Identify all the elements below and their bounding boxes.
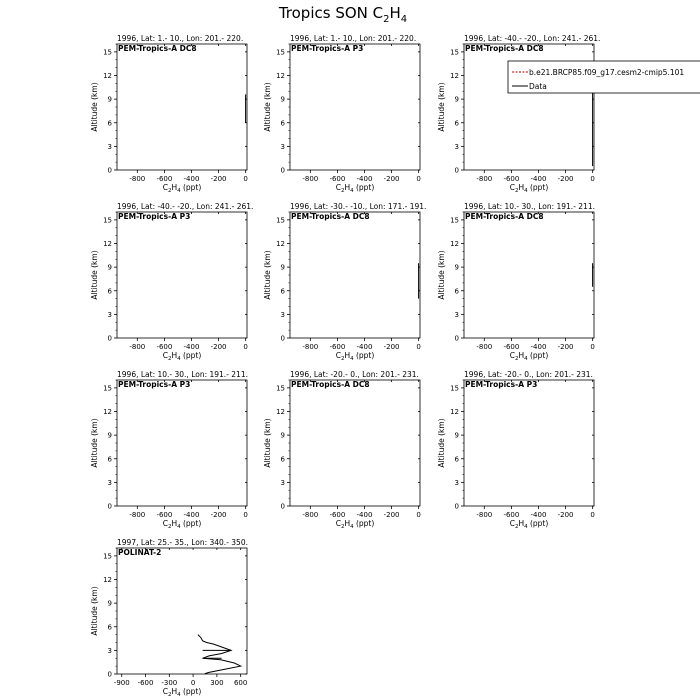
y-tick-label: 9 (107, 599, 112, 608)
y-tick-label: 9 (280, 263, 285, 272)
x-tick-label: -800 (302, 511, 319, 519)
campaign-label: PEM-Tropics-A DC8 (291, 212, 370, 221)
x-axis-label: $C_2H_4$ (ppt) (335, 183, 375, 194)
campaign-label: PEM-Tropics-A DC8 (465, 44, 544, 53)
subplot-header: 1996, Lat: -40.- -20., Lon: 241.- 261. (464, 34, 601, 43)
x-tick-label: 0 (190, 679, 196, 687)
y-tick-label: 9 (107, 263, 112, 272)
x-tick-label: -800 (129, 343, 146, 351)
x-tick-label: -400 (356, 343, 373, 351)
x-tick-label: -200 (557, 511, 574, 519)
y-tick-label: 15 (276, 48, 285, 57)
campaign-label: PEM-Tropics-A P3 (118, 212, 191, 221)
legend (508, 61, 700, 93)
subplot-5 (263, 202, 426, 362)
y-tick-label: 3 (107, 310, 112, 319)
subplot-header: 1996, Lat: 10.- 30., Lon: 191.- 211. (464, 202, 595, 211)
y-tick-label: 3 (454, 478, 459, 487)
y-tick-label: 3 (454, 310, 459, 319)
subplot-grid (90, 34, 600, 698)
y-tick-label: 6 (280, 287, 285, 296)
x-axis-label: $C_2H_4$ (ppt) (335, 351, 375, 362)
y-tick-label: 3 (280, 142, 285, 151)
x-axis-label: $C_2H_4$ (ppt) (509, 519, 549, 530)
y-axis-label: Altitude (km) (263, 250, 272, 300)
y-tick-label: 12 (450, 72, 459, 80)
x-tick-label: 0 (243, 175, 248, 183)
campaign-label: PEM-Tropics-A P3 (118, 380, 191, 389)
x-tick-label: 0 (243, 343, 248, 351)
y-tick-label: 0 (280, 334, 285, 343)
x-tick-label: 0 (243, 511, 248, 519)
y-tick-label: 6 (107, 455, 112, 464)
y-tick-label: 15 (450, 216, 459, 225)
subplot-4 (90, 202, 253, 362)
y-tick-label: 0 (107, 166, 112, 175)
y-tick-label: 6 (454, 287, 459, 296)
y-tick-label: 12 (276, 408, 285, 416)
y-tick-label: 9 (280, 431, 285, 440)
legend-label-model: b.e21.BRCP85.f09_g17.cesm2-cmip5.101 (529, 68, 685, 77)
y-tick-label: 6 (107, 119, 112, 128)
y-tick-label: 0 (107, 334, 112, 343)
y-axis-label: Altitude (km) (90, 250, 99, 300)
x-tick-label: 0 (416, 343, 421, 351)
x-tick-label: -400 (530, 175, 547, 183)
x-tick-label: 0 (590, 343, 595, 351)
x-tick-label: 300 (210, 679, 224, 687)
y-tick-label: 15 (103, 552, 112, 561)
y-tick-label: 9 (454, 95, 459, 104)
x-tick-label: -600 (329, 511, 346, 519)
x-tick-label: -600 (156, 511, 173, 519)
campaign-label: POLINAT-2 (118, 548, 162, 557)
subplot-7 (90, 370, 248, 530)
y-tick-label: 15 (103, 384, 112, 393)
y-axis-label: Altitude (km) (263, 82, 272, 132)
x-tick-label: -900 (113, 679, 130, 687)
plot-frame (290, 212, 420, 338)
campaign-label: PEM-Tropics-A DC8 (118, 44, 197, 53)
campaign-label: PEM-Tropics-A P3 (465, 380, 538, 389)
x-tick-label: -400 (530, 343, 547, 351)
y-tick-label: 15 (276, 216, 285, 225)
x-tick-label: -400 (183, 343, 200, 351)
y-tick-label: 12 (103, 408, 112, 416)
y-tick-label: 3 (280, 478, 285, 487)
y-tick-label: 3 (280, 310, 285, 319)
campaign-label: PEM-Tropics-A DC8 (291, 380, 370, 389)
plot-frame (117, 212, 247, 338)
y-tick-label: 12 (450, 408, 459, 416)
x-tick-label: -600 (503, 343, 520, 351)
x-tick-label: -600 (503, 511, 520, 519)
y-tick-label: 0 (107, 670, 112, 679)
x-tick-label: -800 (129, 175, 146, 183)
plot-frame (464, 212, 594, 338)
y-tick-label: 3 (107, 646, 112, 655)
x-tick-label: 0 (590, 175, 595, 183)
subplot-1 (90, 34, 248, 194)
y-tick-label: 6 (454, 119, 459, 128)
subplot-header: 1996, Lat: 10.- 30., Lon: 191.- 211. (117, 370, 248, 379)
x-tick-label: -600 (329, 175, 346, 183)
y-tick-label: 0 (454, 502, 459, 511)
plot-frame (290, 380, 420, 506)
x-tick-label: -600 (156, 343, 173, 351)
x-tick-label: -600 (156, 175, 173, 183)
x-tick-label: -200 (210, 343, 227, 351)
y-tick-label: 6 (454, 455, 459, 464)
x-tick-label: 0 (416, 511, 421, 519)
x-tick-label: -200 (557, 343, 574, 351)
y-tick-label: 15 (103, 48, 112, 57)
y-tick-label: 3 (107, 142, 112, 151)
x-tick-label: -400 (356, 511, 373, 519)
plot-frame (290, 44, 420, 170)
subplot-header: 1996, Lat: 1.- 10., Lon: 201.- 220. (117, 34, 244, 43)
campaign-label: PEM-Tropics-A DC8 (465, 212, 544, 221)
data-series-line (198, 635, 241, 674)
plot-frame (117, 44, 247, 170)
x-tick-label: -400 (356, 175, 373, 183)
x-axis-label: $C_2H_4$ (ppt) (162, 351, 202, 362)
y-axis-label: Altitude (km) (90, 82, 99, 132)
x-axis-label: $C_2H_4$ (ppt) (162, 687, 202, 698)
y-axis-label: Altitude (km) (263, 418, 272, 468)
subplot-8 (263, 370, 421, 530)
y-tick-label: 0 (454, 166, 459, 175)
x-tick-label: 600 (233, 679, 248, 687)
x-axis-label: $C_2H_4$ (ppt) (162, 519, 202, 530)
subplot-header: 1996, Lat: -30.- -10., Lon: 171.- 191. (290, 202, 427, 211)
y-axis-label: Altitude (km) (437, 250, 446, 300)
x-tick-label: -200 (383, 511, 400, 519)
x-axis-label: $C_2H_4$ (ppt) (509, 351, 549, 362)
x-axis-label: $C_2H_4$ (ppt) (509, 183, 549, 194)
y-tick-label: 0 (107, 502, 112, 511)
subplot-header: 1996, Lat: -20.- 0., Lon: 201.- 231. (290, 370, 419, 379)
campaign-label: PEM-Tropics-A P3 (291, 44, 364, 53)
y-tick-label: 0 (454, 334, 459, 343)
subplot-10 (90, 538, 248, 698)
y-tick-label: 0 (280, 166, 285, 175)
subplot-9 (437, 370, 595, 530)
x-tick-label: -800 (129, 511, 146, 519)
x-tick-label: -200 (557, 175, 574, 183)
y-tick-label: 15 (103, 216, 112, 225)
subplot-header: 1996, Lat: -40.- -20., Lon: 241.- 261. (117, 202, 254, 211)
x-tick-label: -600 (503, 175, 520, 183)
subplot-header: 1996, Lat: -20.- 0., Lon: 201.- 231. (464, 370, 593, 379)
plot-frame (464, 380, 594, 506)
x-tick-label: -400 (183, 175, 200, 183)
y-tick-label: 9 (454, 431, 459, 440)
figure-title: Tropics SON $C_2H_4$ (278, 4, 408, 25)
subplot-3 (437, 34, 600, 194)
y-tick-label: 12 (103, 72, 112, 80)
x-tick-label: -600 (137, 679, 154, 687)
y-tick-label: 12 (276, 240, 285, 248)
y-tick-label: 6 (280, 455, 285, 464)
y-tick-label: 15 (276, 384, 285, 393)
x-tick-label: 0 (416, 175, 421, 183)
plot-frame (117, 548, 247, 674)
subplot-6 (437, 202, 595, 362)
x-tick-label: -200 (383, 175, 400, 183)
y-tick-label: 0 (280, 502, 285, 511)
x-axis-label: $C_2H_4$ (ppt) (162, 183, 202, 194)
x-tick-label: 0 (590, 511, 595, 519)
y-tick-label: 3 (107, 478, 112, 487)
x-tick-label: -400 (530, 511, 547, 519)
y-axis-label: Altitude (km) (90, 586, 99, 636)
y-tick-label: 12 (450, 240, 459, 248)
x-tick-label: -200 (210, 511, 227, 519)
y-axis-label: Altitude (km) (90, 418, 99, 468)
y-tick-label: 12 (103, 576, 112, 584)
y-tick-label: 9 (454, 263, 459, 272)
x-tick-label: -200 (383, 343, 400, 351)
y-tick-label: 9 (107, 95, 112, 104)
x-tick-label: -200 (210, 175, 227, 183)
y-tick-label: 12 (276, 72, 285, 80)
x-tick-label: -300 (161, 679, 178, 687)
y-axis-label: Altitude (km) (437, 418, 446, 468)
y-tick-label: 9 (107, 431, 112, 440)
x-tick-label: -800 (302, 343, 319, 351)
y-tick-label: 12 (103, 240, 112, 248)
x-tick-label: -400 (183, 511, 200, 519)
y-tick-label: 3 (454, 142, 459, 151)
y-tick-label: 9 (280, 95, 285, 104)
x-tick-label: -800 (476, 511, 493, 519)
subplot-header: 1996, Lat: 1.- 10., Lon: 201.- 220. (290, 34, 417, 43)
x-tick-label: -800 (476, 343, 493, 351)
x-tick-label: -800 (302, 175, 319, 183)
y-tick-label: 6 (107, 623, 112, 632)
y-tick-label: 6 (107, 287, 112, 296)
subplot-header: 1997, Lat: 25.- 35., Lon: 340.- 350. (117, 538, 248, 547)
y-tick-label: 15 (450, 384, 459, 393)
legend-label-data: Data (529, 82, 547, 91)
subplot-2 (263, 34, 421, 194)
x-tick-label: -600 (329, 343, 346, 351)
y-tick-label: 6 (280, 119, 285, 128)
y-tick-label: 15 (450, 48, 459, 57)
plot-frame (117, 380, 247, 506)
y-axis-label: Altitude (km) (437, 82, 446, 132)
x-tick-label: -800 (476, 175, 493, 183)
x-axis-label: $C_2H_4$ (ppt) (335, 519, 375, 530)
